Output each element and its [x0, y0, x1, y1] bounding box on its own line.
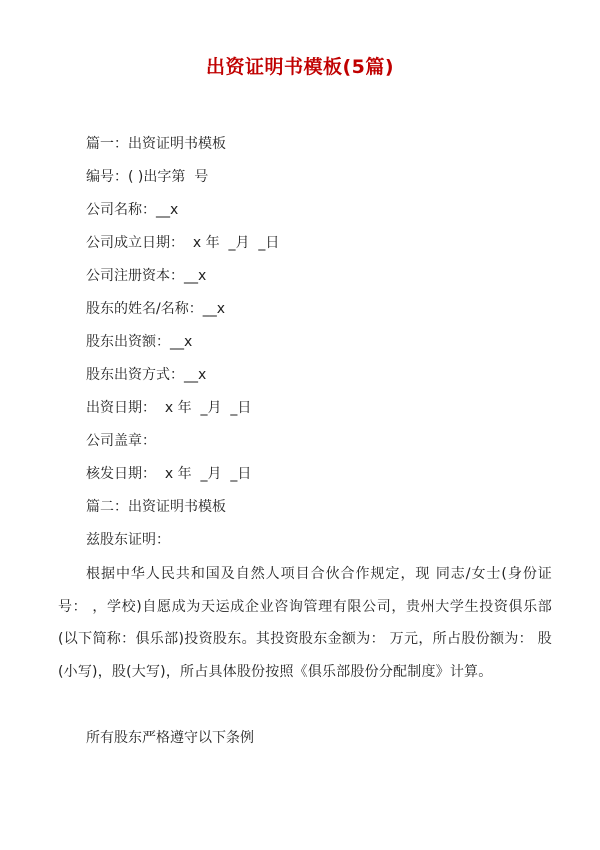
field-company-name: 公司名称：__x	[86, 202, 179, 218]
field-issue-date: 核发日期： x 年 _月 _日	[86, 466, 252, 482]
field-contribution-amount: 股东出资额：__x	[86, 334, 193, 350]
field-contribution-method: 股东出资方式：__x	[86, 367, 207, 383]
page-title: 出资证明书模板(5篇)	[205, 56, 395, 78]
field-registered-capital: 公司注册资本：__x	[86, 268, 207, 284]
section-heading-2: 篇二：出资证明书模板	[86, 499, 226, 515]
field-contribution-date: 出资日期： x 年 _月 _日	[86, 400, 252, 416]
certification-intro: 兹股东证明：	[86, 532, 170, 548]
body-paragraph: 根据中华人民共和国及自然人项目合伙合作规定，现 同志/女士(身份证号： ，学校)自愿成为天运成企业咨询管理有限公司，贵州大学生投资俱乐部(以下简称：俱乐部)投资股东。其投资股东金额为： 万元，所占股份额为： 股(小写)，股(大写)，所占具体股份按照《俱乐部股份分配制度》计算。	[58, 566, 552, 680]
field-number: 编号：( )出字第 号	[86, 169, 209, 185]
document-body	[86, 128, 526, 557]
closing-line: 所有股东严格遵守以下条例	[86, 730, 254, 746]
field-shareholder-name: 股东的姓名/名称：__x	[86, 301, 226, 317]
field-established-date: 公司成立日期： x 年 _月 _日	[86, 235, 280, 251]
section-heading-1: 篇一：出资证明书模板	[86, 136, 226, 152]
field-company-seal: 公司盖章：	[86, 433, 156, 449]
